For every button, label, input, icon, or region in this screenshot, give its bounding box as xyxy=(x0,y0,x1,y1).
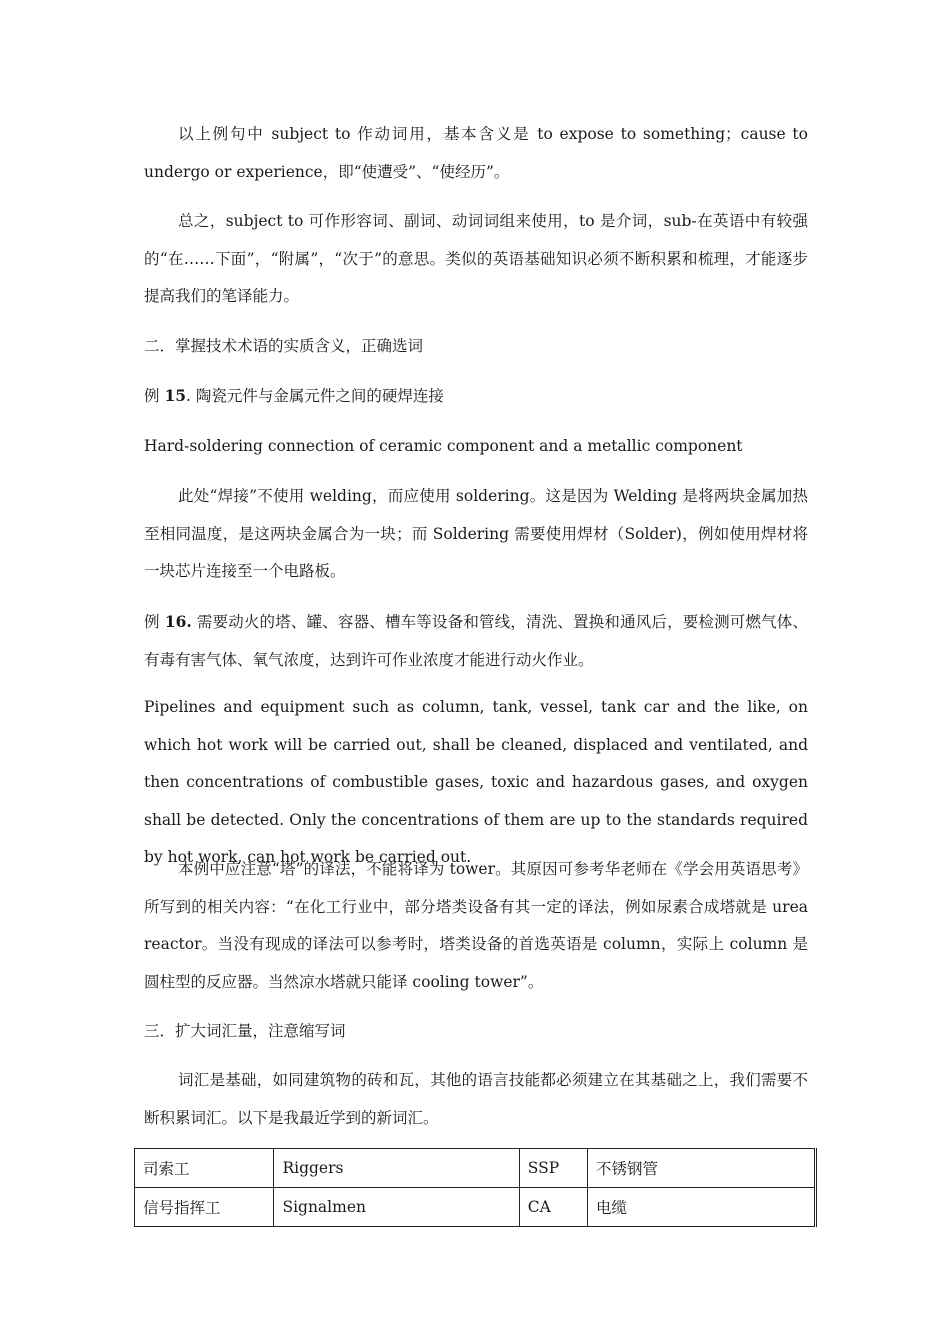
paragraph-tower-translation: 本例中应注意“塔”的译法，不能将译为 tower。其原因可参考华老师在《学会用英语思考》所写到的相关内容：“在化工行业中，部分塔类设备有其一定的译法，例如尿素合成塔就是 urea reactor。当没有现成的译法可以参考时，塔类设备的首选英语是 column，实际上 column 是圆柱型的反应器。当然凉水塔就只能译 cooling tower”。 xyxy=(144,860,808,991)
table-cell-abbreviation-meaning: 电缆 xyxy=(587,1188,815,1227)
example-label: 例 xyxy=(144,613,165,631)
example-text: . 陶瓷元件与金属元件之间的硬焊连接 xyxy=(186,387,444,405)
table-cell-chinese-term: 信号指挥工 xyxy=(135,1188,274,1227)
paragraph-vocabulary-intro: 词汇是基础，如同建筑物的砖和瓦，其他的语言技能都必须建立在其基础之上，我们需要不断积累词汇。以下是我最近学到的新词汇。 xyxy=(144,1071,808,1127)
example-16-translation: Pipelines and equipment such as column, tank, vessel, tank car and the like, on which hot work will be carried out, shall be cleaned, displaced and ventilated, and then concentrations of combustible gases, toxic and hazardous gases, and oxygen shall be detected. Only the concentrations of them are up to the standards required by hot work, can hot work be carried out. xyxy=(144,698,808,866)
example-15-translation: Hard-soldering connection of ceramic component and a metallic component xyxy=(144,437,743,455)
paragraph-summary: 总之，subject to 可作形容词、副词、动词词组来使用，to 是介词，sub-在英语中有较强的“在……下面”，“附属”，“次于”的意思。类似的英语基础知识必须不断积累和梳理，才能逐步提高我们的笔译能力。 xyxy=(144,212,808,305)
table-cell-chinese-term: 司索工 xyxy=(135,1149,274,1188)
table-cell-abbreviation-meaning: 不锈钢管 xyxy=(587,1149,815,1188)
example-number: 16. xyxy=(164,612,192,631)
section-heading-2: 二．掌握技术术语的实质含义，正确选词 xyxy=(144,337,424,355)
table-cell-abbreviation: SSP xyxy=(519,1149,587,1188)
paragraph-soldering-explanation: 此处“焊接”不使用 welding，而应使用 soldering。这是因为 Welding 是将两块金属加热至相同温度，是这两块金属合为一块；而 Soldering 需要使用焊材（Solder)，例如使用焊材将一块芯片连接至一个电路板。 xyxy=(144,487,808,580)
example-text: 需要动火的塔、罐、容器、槽车等设备和管线，清洗、置换和通风后，要检测可燃气体、有毒有害气体、氧气浓度，达到许可作业浓度才能进行动火作业。 xyxy=(144,613,808,669)
table-cell-abbreviation: CA xyxy=(519,1188,587,1227)
table-cell-english-term: Riggers xyxy=(274,1149,519,1188)
table-row xyxy=(135,1149,816,1188)
table-cell-english-term: Signalmen xyxy=(274,1188,519,1227)
vocabulary-table xyxy=(134,1148,817,1227)
section-heading-3: 三．扩大词汇量，注意缩写词 xyxy=(144,1022,346,1040)
example-15-title xyxy=(144,377,808,416)
example-number: 15 xyxy=(164,386,187,405)
table-row xyxy=(135,1188,816,1227)
paragraph-subject-to-meaning: 以上例句中 subject to 作动词用，基本含义是 to expose to something；cause to undergo or experience，即“使遭受”、“使经历”。 xyxy=(144,125,808,181)
example-label: 例 xyxy=(144,387,165,405)
example-16-title xyxy=(144,603,808,679)
